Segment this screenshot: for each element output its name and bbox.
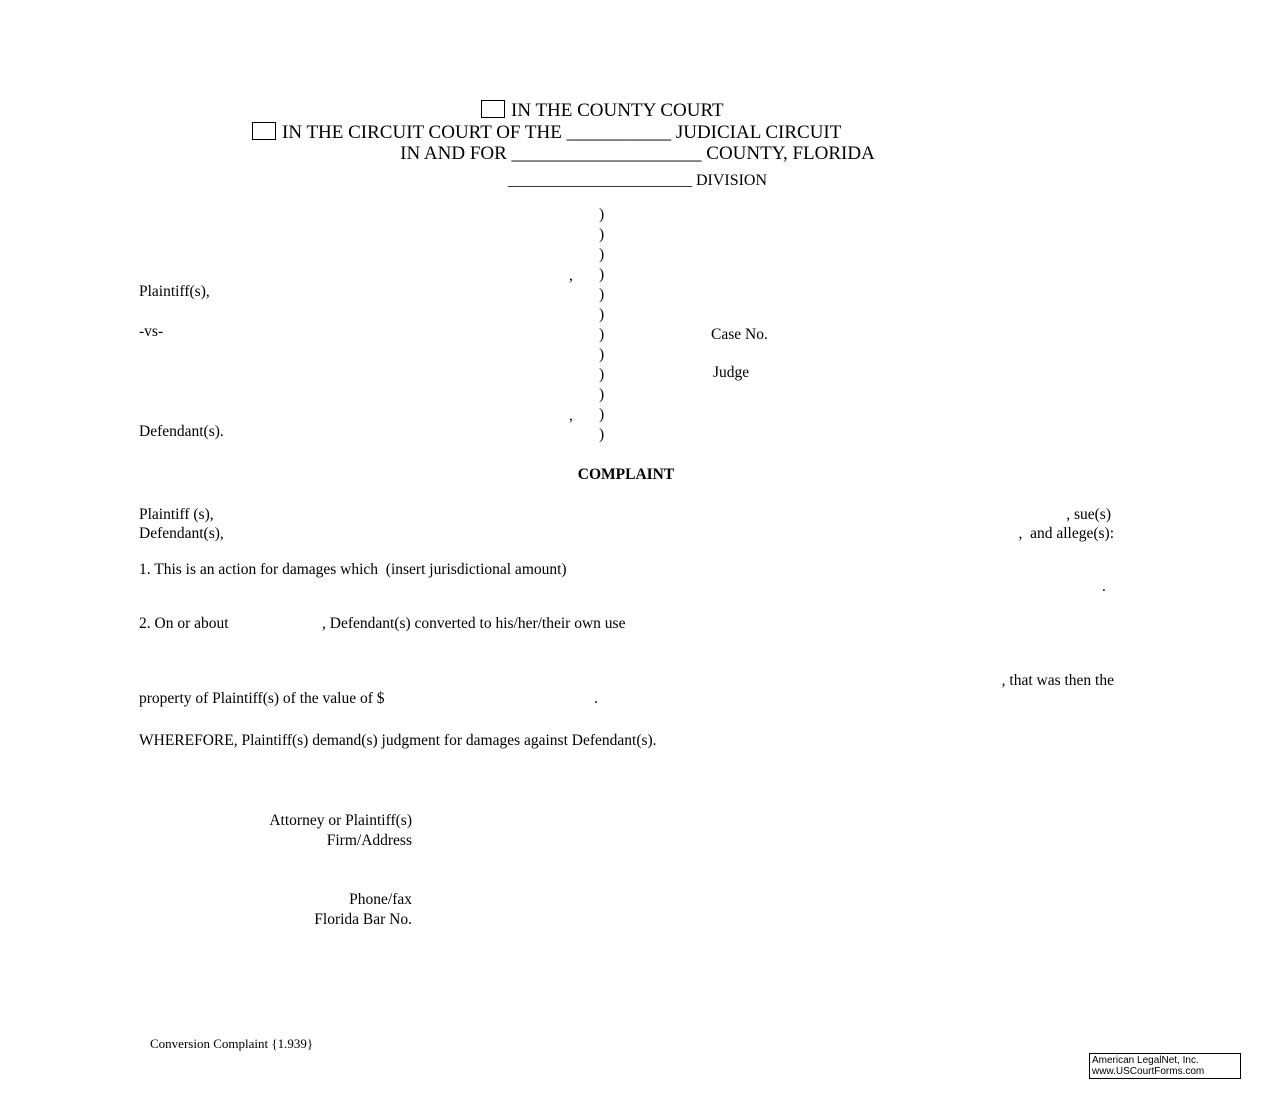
caption-paren: ) [599, 426, 605, 443]
form-name: Conversion Complaint {1.939} [150, 1036, 314, 1051]
division-line: _______________________ DIVISION [507, 172, 768, 189]
caption-paren: ) [599, 306, 605, 323]
publisher-badge [1089, 1053, 1241, 1079]
caption-paren: ) [599, 226, 605, 243]
paragraph-1-end: . [1102, 578, 1106, 595]
paragraph-2-then: , that was then the [1001, 672, 1114, 689]
caption-paren: ) [599, 386, 605, 403]
county-line: IN AND FOR ____________________ COUNTY, FLORIDA [400, 143, 875, 164]
wherefore-clause: WHEREFORE, Plaintiff(s) demand(s) judgment for damages against Defendant(s). [139, 732, 657, 749]
county-court-option [481, 100, 724, 120]
paragraph-2-start: 2. On or about [139, 615, 229, 632]
firm-label: Firm/Address [326, 832, 412, 849]
case-no-label: Case No. [711, 326, 768, 343]
plaintiff-line: Plaintiff (s), [139, 506, 214, 523]
defendant-label: Defendant(s). [139, 423, 224, 440]
circuit-court-checkbox[interactable] [252, 122, 276, 140]
caption-paren: ) [599, 326, 605, 343]
document-title: COMPLAINT [577, 466, 675, 483]
caption-paren: ) [599, 346, 605, 363]
paragraph-2-value: property of Plaintiff(s) of the value of $ [139, 690, 385, 707]
plaintiff-label: Plaintiff(s), [139, 283, 210, 300]
caption-paren: ) [599, 286, 605, 303]
paragraph-1: 1. This is an action for damages which (insert jurisdictional amount) [139, 561, 567, 578]
sues-text: , sue(s) [1066, 506, 1111, 523]
caption-paren: ) [599, 246, 605, 263]
caption-comma: , [569, 407, 573, 424]
badge-line: American LegalNet, Inc. [1092, 1055, 1199, 1066]
alleges-text: , and allege(s): [1018, 525, 1114, 542]
caption-paren: ) [599, 406, 605, 423]
paragraph-2-end: . [594, 690, 598, 707]
defendant-line: Defendant(s), [139, 525, 224, 542]
attorney-label: Attorney or Plaintiff(s) [269, 812, 412, 829]
county-court-checkbox[interactable] [481, 100, 505, 118]
caption-comma: , [569, 267, 573, 284]
vs-label: -vs- [139, 323, 164, 340]
paragraph-2-use: , Defendant(s) converted to his/her/their own use [322, 615, 626, 632]
circuit-court-label: IN THE CIRCUIT COURT OF THE ___________ JUDICIAL CIRCUIT [282, 122, 842, 143]
county-court-label: IN THE COUNTY COURT [511, 100, 724, 121]
bar-label: Florida Bar No. [314, 911, 412, 928]
caption-paren: ) [599, 366, 605, 383]
circuit-court-option [252, 122, 841, 142]
judge-label: Judge [713, 364, 750, 381]
caption-paren: ) [599, 266, 605, 283]
phone-label: Phone/fax [349, 891, 412, 908]
badge-line: www.USCourtForms.com [1092, 1066, 1205, 1077]
caption-paren: ) [599, 206, 605, 223]
